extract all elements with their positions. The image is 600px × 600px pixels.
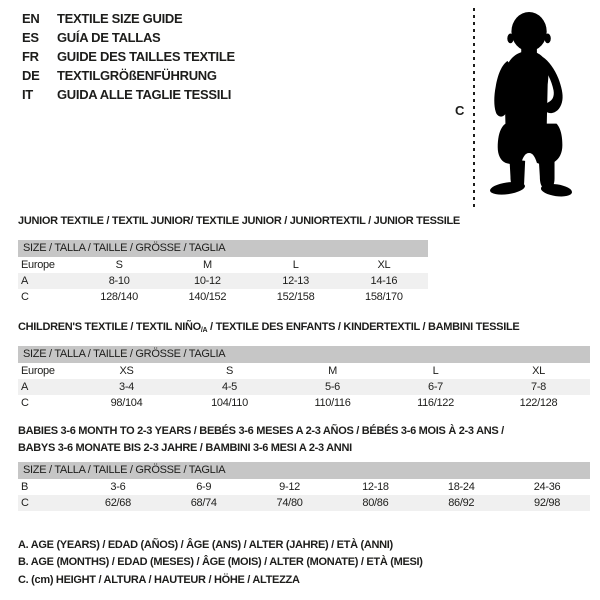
row-label: C xyxy=(21,291,29,303)
language-row-de xyxy=(22,66,235,85)
size-header-row xyxy=(18,346,590,363)
age-value: 6-7 xyxy=(428,381,443,393)
size-column: L xyxy=(432,365,439,377)
height-value: 68/74 xyxy=(190,497,217,509)
language-label: GUIDE DES TAILLES TEXTILE xyxy=(57,49,235,64)
babies-size-table xyxy=(18,462,590,511)
junior-table-title: JUNIOR TEXTILE / TEXTIL JUNIOR/ TEXTILE JUNIOR / JUNIORTEXTIL / JUNIOR TESSILE xyxy=(18,215,460,227)
height-measure-dotted-line xyxy=(473,8,475,208)
size-column: XL xyxy=(532,365,545,377)
height-value: 74/80 xyxy=(276,497,303,509)
row-label: C xyxy=(21,397,29,409)
age-value: 9-12 xyxy=(279,481,300,493)
language-code: IT xyxy=(22,87,33,102)
language-list xyxy=(22,9,235,104)
age-value: 7-8 xyxy=(531,381,546,393)
table-row-age-months xyxy=(18,479,590,495)
language-code: FR xyxy=(22,49,39,64)
age-value: 14-16 xyxy=(370,275,398,287)
age-value: 10-12 xyxy=(194,275,221,287)
height-value: 122/128 xyxy=(519,397,558,409)
height-value: 104/110 xyxy=(211,397,248,409)
height-value: 62/68 xyxy=(104,497,131,509)
table-row-height xyxy=(18,395,590,411)
table-row-columns xyxy=(18,257,428,273)
row-label: A xyxy=(21,275,29,287)
size-column: M xyxy=(328,365,337,377)
size-column: XS xyxy=(119,365,134,377)
height-value: 140/152 xyxy=(188,291,227,303)
language-row-it xyxy=(22,85,235,104)
height-value: 86/92 xyxy=(448,497,475,509)
language-row-es xyxy=(22,28,235,47)
height-value: 110/116 xyxy=(314,397,351,409)
legend-line-c: C. (cm) HEIGHT / ALTURA / HAUTEUR / HÖHE / ALTEZZA xyxy=(18,573,300,586)
legend xyxy=(18,537,423,589)
table-row-age xyxy=(18,273,428,289)
height-value: 158/170 xyxy=(365,291,403,303)
children-title-part: CHILDREN'S TEXTILE / TEXTIL NIÑO xyxy=(18,321,201,333)
height-value: 92/98 xyxy=(534,497,561,509)
babies-title-line1: BABIES 3-6 MONTH TO 2-3 YEARS / BEBÉS 3-6 MESES A 2-3 AÑOS / BÉBÉS 3-6 MOIS À 2-3 ANS / xyxy=(18,425,504,437)
size-header-row xyxy=(18,240,428,257)
size-header-row xyxy=(18,462,590,479)
height-value: 152/158 xyxy=(276,291,315,303)
table-row-age xyxy=(18,379,590,395)
size-header-label: SIZE / TALLA / TAILLE / GRÖSSE / TAGLIA xyxy=(23,464,226,476)
height-measure-label: C xyxy=(455,103,465,118)
age-value: 8-10 xyxy=(108,275,130,287)
junior-size-table xyxy=(18,240,428,305)
age-value: 3-6 xyxy=(110,481,126,493)
age-value: 24-36 xyxy=(533,481,561,493)
babies-table-title xyxy=(18,423,504,457)
language-row-en xyxy=(22,9,235,28)
height-value: 116/122 xyxy=(417,397,454,409)
table-row-columns xyxy=(18,363,590,379)
age-value: 12-18 xyxy=(362,481,389,493)
legend-line-b: B. AGE (MONTHS) / EDAD (MESES) / ÂGE (MOIS) / ALTER (MONATE) / ETÀ (MESI) xyxy=(18,556,423,569)
row-label: B xyxy=(21,481,29,493)
age-value: 12-13 xyxy=(282,275,309,287)
language-label: GUIDA ALLE TAGLIE TESSILI xyxy=(57,87,232,102)
age-value: 6-9 xyxy=(196,481,212,493)
size-column: XL xyxy=(377,259,391,271)
age-value: 4-5 xyxy=(222,381,237,393)
legend-line-a: A. AGE (YEARS) / EDAD (AÑOS) / ÂGE (ANS) / ALTER (JAHRE) / ETÀ (ANNI) xyxy=(18,539,393,551)
size-column: S xyxy=(225,365,234,377)
size-column: S xyxy=(115,259,123,271)
height-value: 128/140 xyxy=(100,291,138,303)
language-row-fr xyxy=(22,47,235,66)
age-value: 5-6 xyxy=(325,381,340,393)
children-table-title xyxy=(18,319,519,339)
children-title-part: / TEXTILE DES ENFANTS / KINDERTEXTIL / BAMBINI TESSILE xyxy=(207,321,520,333)
size-column: L xyxy=(292,259,299,271)
table-row-height xyxy=(18,289,428,305)
language-label: GUÍA DE TALLAS xyxy=(57,30,161,45)
row-label: A xyxy=(21,381,29,393)
height-value: 98/104 xyxy=(110,397,143,409)
size-column: M xyxy=(202,259,212,271)
language-code: DE xyxy=(22,68,40,83)
region-label: Europe xyxy=(21,365,55,377)
row-label: C xyxy=(21,497,29,509)
language-code: EN xyxy=(22,11,40,26)
language-label: TEXTILGRÖßENFÜHRUNG xyxy=(57,68,217,83)
region-label: Europe xyxy=(21,259,55,271)
age-value: 18-24 xyxy=(447,481,475,493)
size-header-label: SIZE / TALLA / TAILLE / GRÖSSE / TAGLIA xyxy=(23,348,226,360)
baby-silhouette-icon xyxy=(487,10,577,202)
table-row-height xyxy=(18,495,590,511)
children-title-subscript: /A xyxy=(200,327,208,334)
language-label: TEXTILE SIZE GUIDE xyxy=(57,11,183,26)
children-size-table xyxy=(18,346,590,411)
language-code: ES xyxy=(22,30,39,45)
babies-title-line2: BABYS 3-6 MONATE BIS 2-3 JAHRE / BAMBINI 3-6 MESI A 2-3 ANNI xyxy=(18,442,352,454)
height-value: 80/86 xyxy=(362,497,389,509)
size-header-label: SIZE / TALLA / TAILLE / GRÖSSE / TAGLIA xyxy=(23,242,226,254)
age-value: 3-4 xyxy=(119,381,134,393)
